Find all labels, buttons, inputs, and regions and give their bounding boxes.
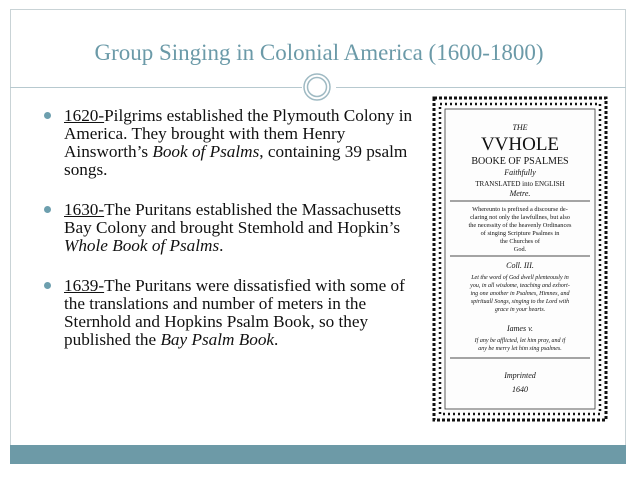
- year-1630: 1630-: [64, 200, 105, 219]
- book-booke-of-psalmes: BOOKE OF PSALMES: [471, 156, 569, 167]
- bullet-1639: [44, 277, 414, 349]
- book-iames-line: any be merry let him sing psalmes.: [478, 346, 562, 352]
- book-title: Whole Book of Psalms: [64, 236, 220, 255]
- bullet-text: Pilgrims established the Plymouth Colony in America. They brought with them Henry Ainsworth’s: [64, 106, 413, 161]
- book-preface-line: the Churches of: [500, 238, 540, 245]
- book-year: 1640: [512, 385, 528, 394]
- title-divider-left: [10, 87, 302, 88]
- book-the: THE: [512, 123, 528, 132]
- slide-title: Group Singing in Colonial America (1600-1800): [94, 40, 544, 65]
- book-coll-line: ing one another in Psalmes, Himnes, and: [470, 291, 570, 297]
- year-1620: 1620-: [64, 106, 105, 125]
- book-coll-line: you, in all wisdome, teaching and exhort-: [470, 283, 570, 289]
- book-title: Book of Psalms: [152, 142, 260, 161]
- book-metre: Metre.: [509, 189, 531, 198]
- title-divider-right: [336, 87, 626, 88]
- book-coll-line: Let the word of God dwell plenteously in: [471, 275, 569, 281]
- bullet-1630: [44, 201, 414, 255]
- book-preface-line: of singing Scripture Psalmes in: [480, 230, 560, 237]
- year-1639: 1639-: [64, 276, 105, 295]
- book-whole: VVHOLE: [480, 134, 560, 155]
- book-iames-line: If any be afflicted, let him pray, and if: [474, 338, 566, 344]
- book-faithfully: Faithfully: [504, 168, 536, 177]
- bullet-dot: [44, 206, 51, 213]
- book-preface-line: claring not only the lawfullnes, but also: [470, 214, 570, 221]
- bullet-text: The Puritans were dissatisfied with some of the translations and number of meters in the Sternhold and Hopkins Psalm Book, so they published the: [64, 276, 405, 349]
- bullet-text-end: .: [274, 330, 279, 349]
- bullet-text-end: .: [219, 236, 224, 255]
- book-coll: Coll. III.: [506, 261, 534, 270]
- book-preface-line: the necessity of the heavenly Ordinances: [468, 222, 572, 229]
- bullet-text-end: , containing 39 psalm songs.: [64, 142, 408, 179]
- bullet-list: [44, 107, 414, 371]
- book-imprinted: Imprinted: [504, 371, 536, 380]
- book-translated: TRANSLATED into ENGLISH: [475, 180, 565, 188]
- book-coll-line: spirituall Songs, singing to the Lord with: [470, 299, 570, 305]
- book-title: Bay Psalm Book: [160, 330, 275, 349]
- bullet-1620: [44, 107, 414, 179]
- book-coll-line: grace in your hearts.: [494, 307, 546, 313]
- bullet-dot: [44, 282, 51, 289]
- bay-psalm-book-title-page: [432, 96, 608, 422]
- title-ring-ornament: [302, 72, 332, 102]
- book-preface-line: Whereunto is prefixed a discourse de-: [472, 206, 568, 213]
- bullet-dot: [44, 112, 51, 119]
- book-iames: Iames v.: [506, 324, 534, 333]
- book-preface-line: God.: [513, 246, 527, 253]
- bullet-text: The Puritans established the Massachusetts Bay Colony and brought Stemhold and Hopkin’s: [64, 200, 402, 237]
- footer-bar: [10, 445, 626, 464]
